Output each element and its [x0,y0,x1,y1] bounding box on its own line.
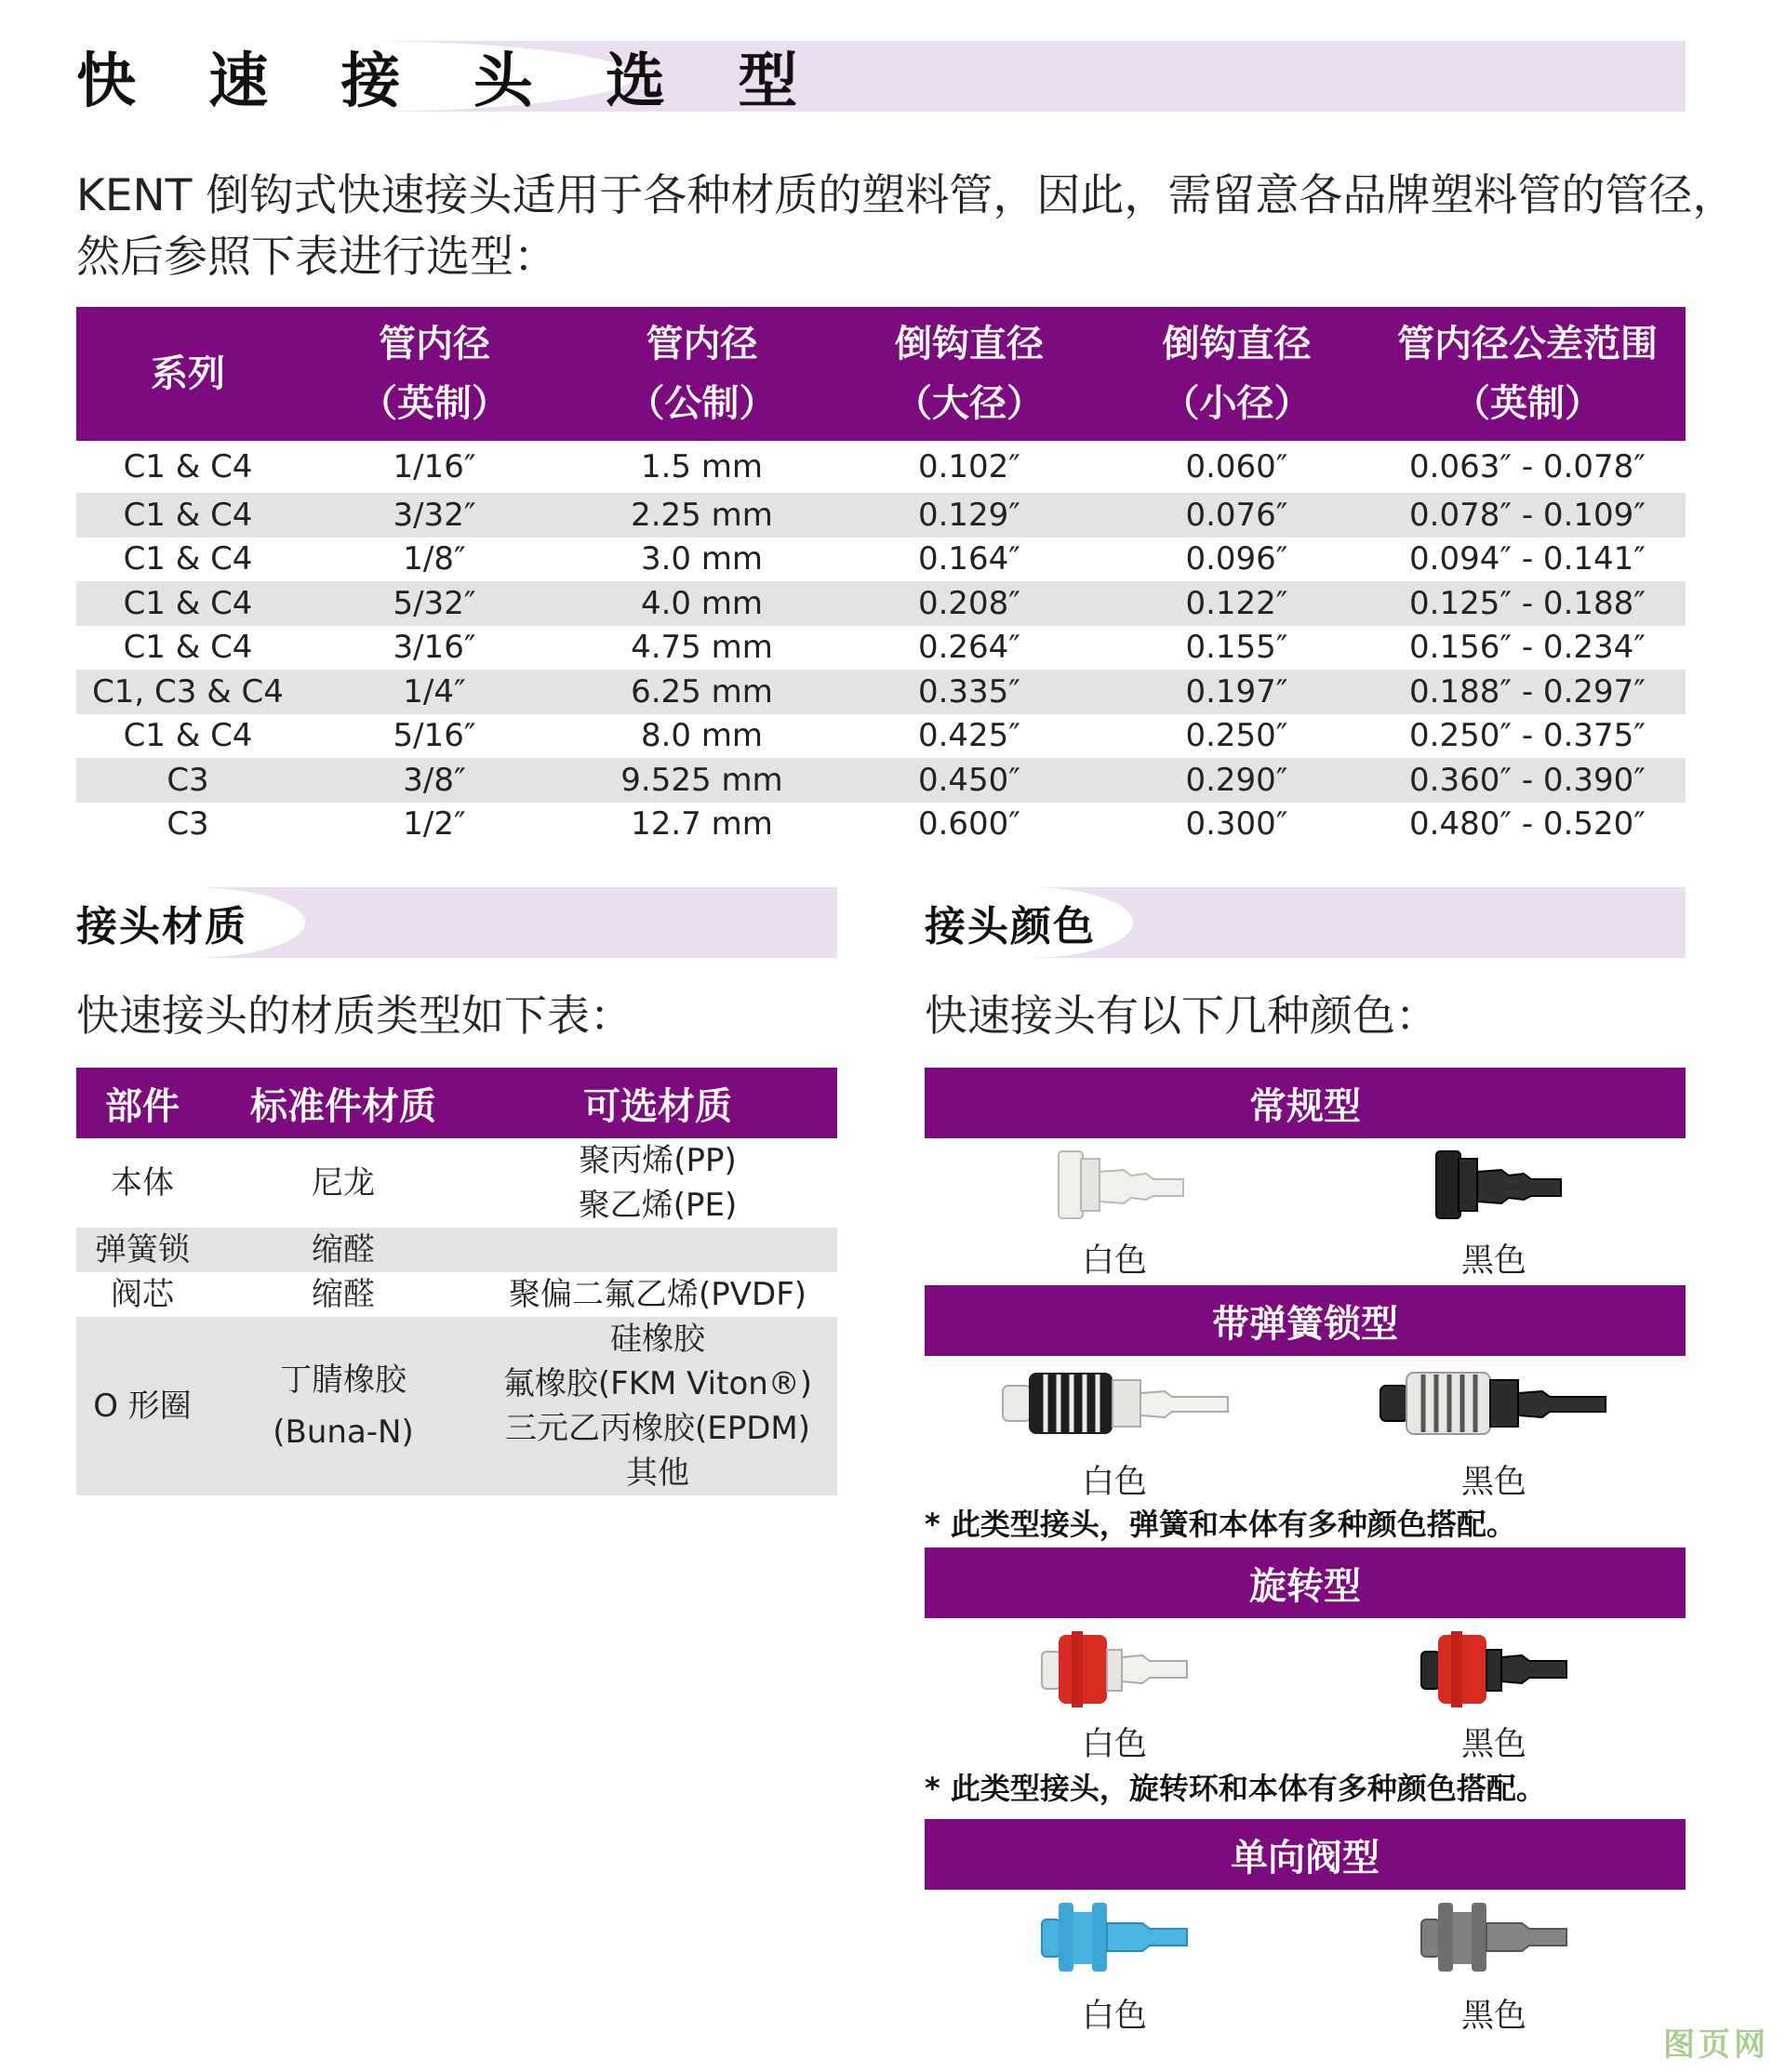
table-cell: 1/4″ [300,670,569,714]
fitting-image-white [1040,1897,1189,1977]
color-label-white: 白色 [1081,1726,1147,1763]
table-cell: 0.480″ - 0.520″ [1409,805,1646,843]
table-cell: 1/16″ [393,448,476,485]
intro-line-2: 然后参照下表进行选型： [76,232,557,283]
table-cell: 4.0 mm [569,581,834,626]
fitting-image-black [1379,1363,1607,1443]
table-cell: 0.063″ - 0.078″ [1409,448,1646,485]
table-cell: C1 & C4 [76,493,300,538]
table-row [76,1138,837,1228]
col-header-id-imperial: 管内径 （英制） [300,307,569,441]
fitting-image-black [1419,1897,1568,1977]
col-header-barb-minor: 倒钩直径 （小径） [1104,307,1369,441]
table-row [76,803,1686,847]
table-cell: 0.060″ [1185,448,1288,485]
table-cell: 0.164″ [917,540,1021,578]
col-header-optional: 可选材质 [478,1068,837,1138]
rotary-note: * 此类型接头，旋转环和本体有多种颜色搭配。 [925,1771,1546,1806]
table-cell: 3/32″ [300,493,569,538]
optional-cell [478,1228,837,1272]
table-cell: C1 & C4 [123,448,253,485]
table-row [76,714,1686,759]
fitting-image-white [1040,1629,1189,1709]
table-row [76,581,1686,626]
table-row [76,626,1686,671]
table-cell: 0.096″ [1185,540,1288,578]
part-cell: 阀芯 [111,1276,174,1313]
table-cell: C1 & C4 [76,581,300,626]
table-cell: 0.076″ [1104,493,1369,538]
table-cell: 0.122″ [1104,581,1369,626]
spring-lock-note: * 此类型接头，弹簧和本体有多种颜色搭配。 [925,1507,1516,1542]
color-title-band [925,887,1686,958]
spec-table [76,307,1686,846]
fitting-image-white [1057,1146,1187,1224]
table-cell: 0.155″ [1185,629,1288,667]
group-header-spring-lock: 带弹簧锁型 [925,1285,1686,1356]
table-cell: C1 & C4 [123,717,253,755]
col-header-tolerance: 管内径公差范围 （英制） [1369,307,1686,441]
table-cell: C3 [167,805,209,843]
table-row [76,493,1686,538]
table-cell: C1 & C4 [123,540,253,578]
fitting-image-black [1419,1629,1568,1709]
standard-cell: 丁腈橡胶 (Buna-N) [208,1317,478,1495]
table-cell: 8.0 mm [640,717,764,755]
material-section-title: 接头材质 [76,903,247,950]
table-cell: 0.600″ [917,805,1021,843]
table-cell: 12.7 mm [631,805,773,843]
part-cell: 本体 [111,1164,174,1202]
optional-item: 其他 [626,1454,689,1492]
part-cell: O 形圈 [76,1317,208,1495]
color-label-white: 白色 [1081,1998,1147,2035]
table-cell: 0.250″ [1185,717,1288,755]
table-cell: 0.335″ [834,670,1104,714]
optional-cell: 聚偏二氟乙烯(PVDF) [508,1276,807,1313]
intro-text [76,166,1736,288]
table-cell: 6.25 mm [569,670,834,714]
color-label-black: 黑色 [1460,1242,1526,1280]
material-table-header [76,1068,837,1138]
intro-line-1: KENT 倒钩式快速接头适用于各种材质的塑料管，因此，需留意各品牌塑料管的管径， [76,170,1737,221]
table-row [76,1317,837,1495]
table-cell: 0.425″ [917,717,1021,755]
color-label-black: 黑色 [1460,1464,1526,1501]
table-cell: 2.25 mm [569,493,834,538]
table-cell: C1, C3 & C4 [76,670,300,714]
table-cell: 3/16″ [393,629,476,667]
standard-cell: 尼龙 [312,1164,375,1202]
table-row [76,441,1686,493]
table-row [76,1272,837,1317]
table-cell: 0.360″ - 0.390″ [1369,758,1686,803]
material-intro: 快速接头的材质类型如下表： [76,990,633,1041]
main-title-band [76,41,1686,116]
part-cell: 弹簧锁 [76,1228,208,1272]
table-cell: C3 [76,758,300,803]
table-cell: 0.156″ - 0.234″ [1409,629,1646,667]
table-row [76,670,1686,714]
col-header-standard: 标准件材质 [208,1068,478,1138]
spec-table-header [76,307,1686,441]
color-label-white: 白色 [1081,1464,1147,1501]
col-header-id-metric: 管内径 （公制） [569,307,834,441]
color-intro: 快速接头有以下几种颜色： [925,990,1438,1041]
material-table [76,1068,837,1495]
table-cell: 0.188″ - 0.297″ [1369,670,1686,714]
table-cell: 0.300″ [1185,805,1288,843]
table-cell: 0.197″ [1104,670,1369,714]
material-title-band [76,887,837,958]
table-cell: 0.078″ - 0.109″ [1369,493,1686,538]
optional-item: 聚乙烯(PE) [578,1187,738,1224]
table-cell: 1/8″ [403,540,466,578]
fitting-image-white [1001,1363,1230,1443]
table-row [76,1228,837,1272]
table-cell: 3.0 mm [640,540,764,578]
table-cell: 0.125″ - 0.188″ [1369,581,1686,626]
col-header-part: 部件 [76,1068,208,1138]
group-header-check-valve: 单向阀型 [925,1819,1686,1890]
table-cell: C1 & C4 [123,629,253,667]
table-cell: 1.5 mm [640,448,764,485]
optional-item: 硅橡胶 [610,1321,705,1358]
group-header-rotary: 旋转型 [925,1547,1686,1618]
color-label-black: 黑色 [1460,1998,1526,2035]
table-cell: 0.094″ - 0.141″ [1409,540,1646,578]
col-header-series: 系列 [76,307,300,441]
table-cell: 0.290″ [1104,758,1369,803]
table-cell: 0.102″ [917,448,1021,485]
table-cell: 4.75 mm [631,629,773,667]
table-cell: 0.129″ [834,493,1104,538]
table-cell: 3/8″ [300,758,569,803]
color-label-black: 黑色 [1460,1726,1526,1763]
standard-cell: 缩醛 [312,1276,375,1313]
color-label-white: 白色 [1081,1242,1147,1280]
col-header-barb-major: 倒钩直径 （大径） [834,307,1104,441]
optional-cell [478,1317,837,1495]
fitting-image-black [1434,1146,1565,1224]
table-cell: 1/2″ [403,805,466,843]
table-cell: 0.208″ [834,581,1104,626]
table-cell: 0.250″ - 0.375″ [1409,717,1646,755]
standard-cell: 缩醛 [208,1228,478,1272]
table-cell: 5/32″ [300,581,569,626]
color-section-title: 接头颜色 [925,903,1096,950]
optional-cell [478,1138,837,1228]
optional-item: 聚丙烯(PP) [579,1142,737,1179]
optional-item: 三元乙丙橡胶(EPDM) [504,1410,811,1447]
table-row [76,758,1686,803]
table-cell: 5/16″ [393,717,476,755]
optional-item: 氟橡胶(FKM Viton®) [502,1365,813,1402]
table-cell: 0.450″ [834,758,1104,803]
table-cell: 0.264″ [917,629,1021,667]
group-header-standard: 常规型 [925,1068,1686,1138]
table-row [76,538,1686,582]
table-cell: 9.525 mm [569,758,834,803]
watermark: 图页网 [1663,2026,1769,2064]
page-title: 快 速 接 头 选 型 [76,47,824,116]
